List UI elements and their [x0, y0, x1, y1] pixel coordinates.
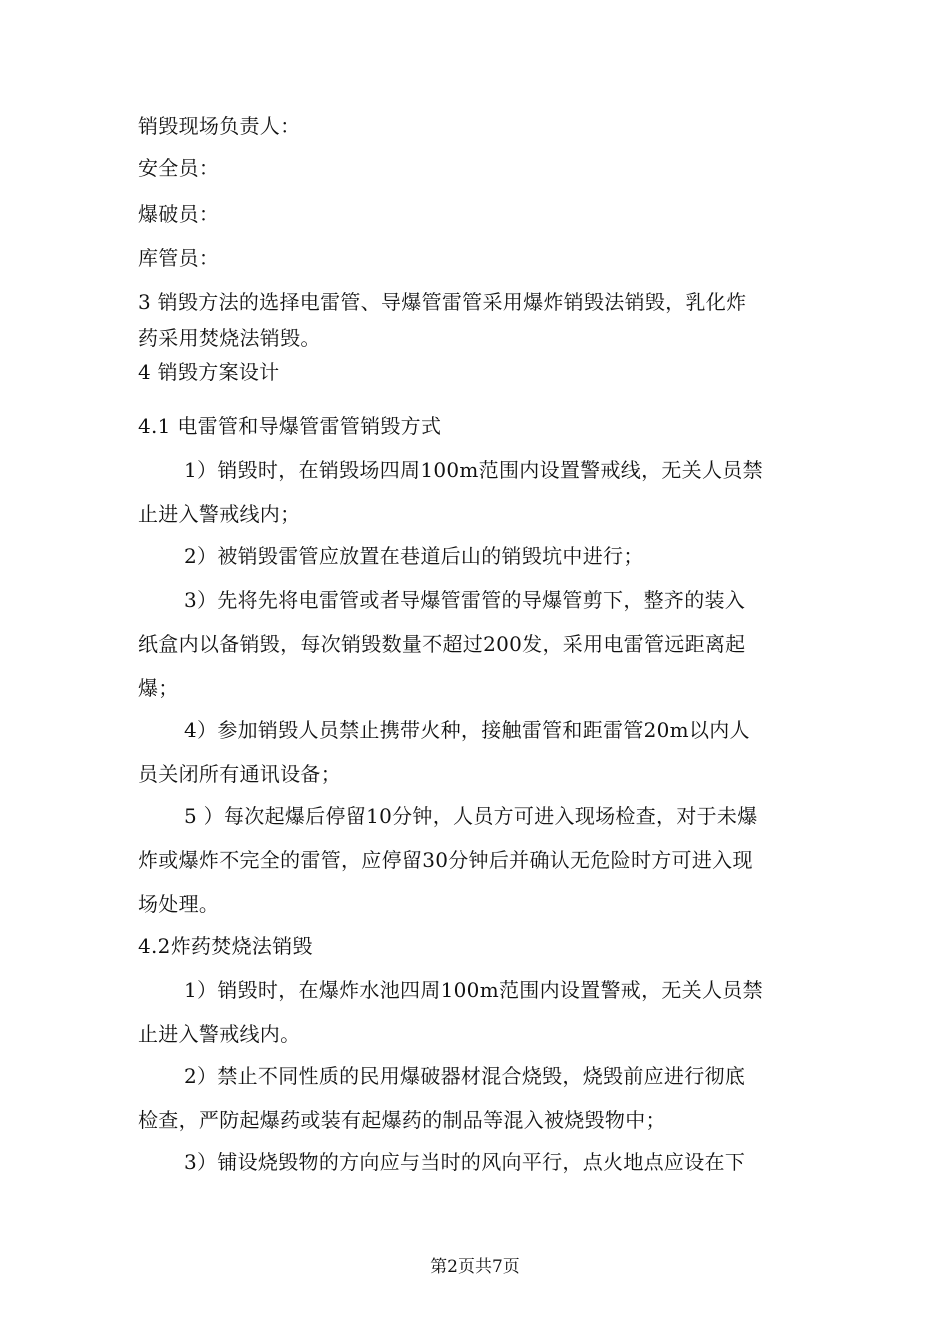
item-4-2-3-line-1: 3）铺设烧毁物的方向应与当时的风向平行，点火地点应设在下 — [184, 1150, 746, 1174]
item-4-1-3-line-3: 爆； — [138, 676, 179, 700]
item-4-2-2-line-1: 2）禁止不同性质的民用爆破器材混合烧毁，烧毁前应进行彻底 — [184, 1064, 746, 1088]
item-4-1-5-line-1: 5 ）每次起爆后停留10分钟，人员方可进入现场检查，对于未爆 — [184, 804, 758, 828]
item-4-2-1-line-1: 1）销毁时，在爆炸水池四周100m范围内设置警戒，无关人员禁 — [184, 978, 763, 1002]
section-3-line-1: 3 销毁方法的选择电雷管、导爆管雷管采用爆炸销毁法销毁，乳化炸 — [138, 290, 747, 314]
item-4-1-1-line-2: 止进入警戒线内； — [138, 502, 301, 526]
item-4-1-5-line-3: 场处理。 — [138, 892, 220, 916]
item-4-1-1-line-1: 1）销毁时，在销毁场四周100m范围内设置警戒线，无关人员禁 — [184, 458, 763, 482]
item-4-2-2-line-2: 检查，严防起爆药或装有起爆药的制品等混入被烧毁物中； — [138, 1108, 666, 1132]
item-4-1-5-line-2: 炸或爆炸不完全的雷管，应停留30分钟后并确认无危险时方可进入现 — [138, 848, 753, 872]
text-line-warehouse-keeper: 库管员： — [138, 246, 220, 270]
text-line-blaster: 爆破员： — [138, 202, 220, 226]
section-4-1-heading: 4.1 电雷管和导爆管雷管销毁方式 — [138, 414, 442, 438]
page-number-footer: 第2页共7页 — [430, 1257, 520, 1277]
section-4-heading: 4 销毁方案设计 — [138, 360, 280, 384]
item-4-1-3-line-2: 纸盒内以备销毁，每次销毁数量不超过200发，采用电雷管远距离起 — [138, 632, 746, 656]
item-4-1-4-line-2: 员关闭所有通讯设备； — [138, 762, 341, 786]
item-4-1-3-line-1: 3）先将先将电雷管或者导爆管雷管的导爆管剪下，整齐的装入 — [184, 588, 746, 612]
item-4-2-1-line-2: 止进入警戒线内。 — [138, 1022, 301, 1046]
text-line-safety-officer: 安全员： — [138, 156, 220, 180]
item-4-1-4-line-1: 4）参加销毁人员禁止携带火种，接触雷管和距雷管20m以内人 — [184, 718, 750, 742]
section-3-line-2: 药采用焚烧法销毁。 — [138, 326, 321, 350]
item-4-1-2: 2）被销毁雷管应放置在巷道后山的销毁坑中进行； — [184, 544, 644, 568]
section-4-2-heading: 4.2炸药焚烧法销毁 — [138, 934, 313, 958]
text-line-site-leader: 销毁现场负责人： — [138, 114, 301, 138]
